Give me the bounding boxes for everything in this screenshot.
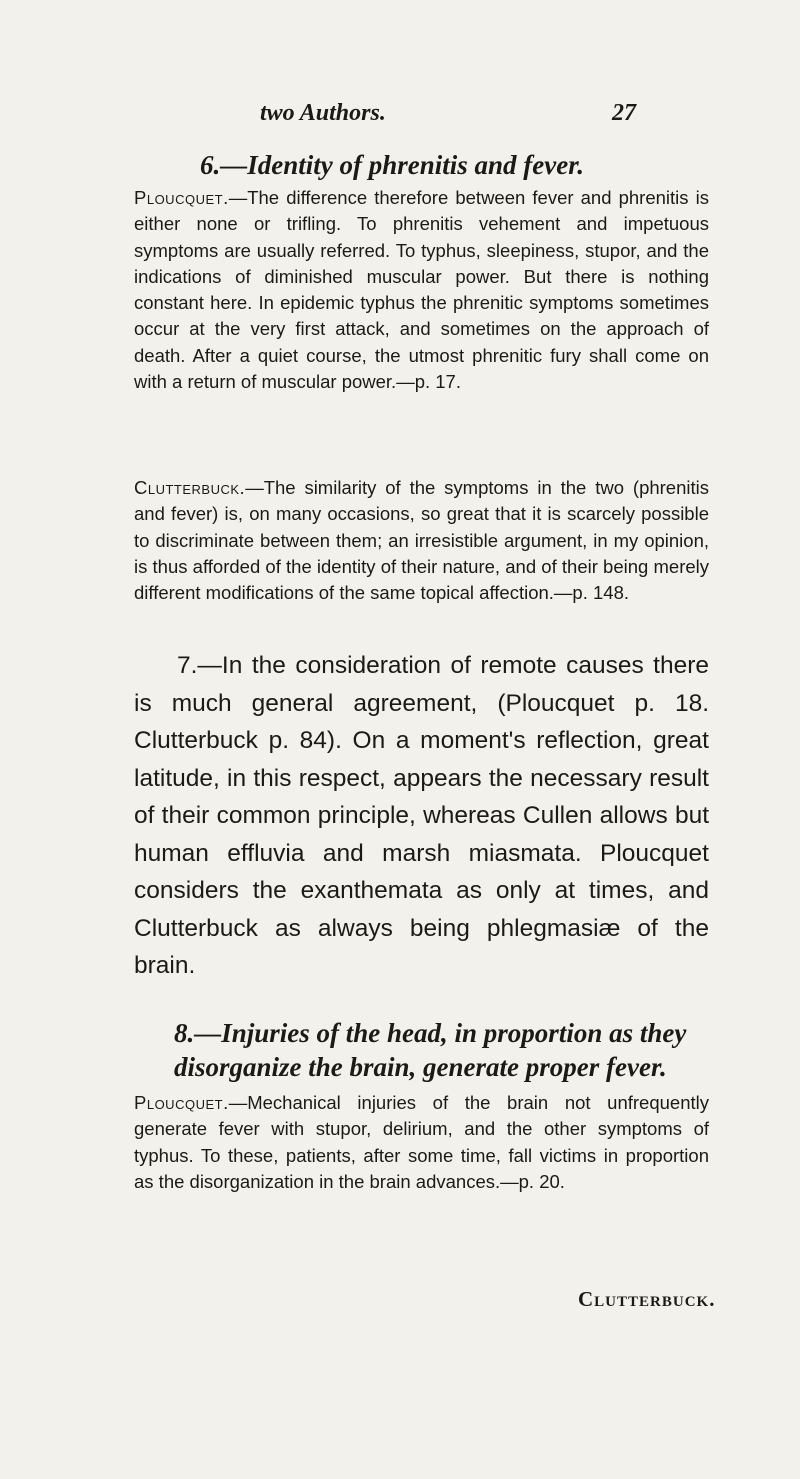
running-title: two Authors.	[260, 100, 386, 126]
running-head	[250, 100, 650, 140]
paragraph-text: —Mechanical injuries of the brain not unfrequently generate fever with stupor, delirium, and the other symptoms of typhus. To these, patients, after some time, fall victims in proportion as the disorganization in the brain advances.—p. 20.	[134, 1092, 709, 1192]
paragraph-remote-causes: 7.—In the consideration of remote causes there is much general agreement, (Ploucquet p. 18. Clutterbuck p. 84). On a moment's reflection, great latitude, in this respect, appears the necessary result of their common principle, whereas Cullen allows but human effluvia and marsh miasmata. Ploucquet considers the exanthemata as only at times, and Clutterbuck as always being phlegmasiæ of the brain.	[134, 652, 709, 979]
paragraph-ploucquet-6	[134, 185, 709, 395]
speaker-name: Ploucquet.	[134, 187, 229, 208]
paragraph-text: —The similarity of the symptoms in the two (phrenitis and fever) is, on many occasions, so great that it is scarcely possible to discriminate between them; an irresistible argument, in my opinion, is thus afforded of the identity of their nature, and of their being merely different modifications of the same topical affection.—p. 148.	[134, 477, 709, 604]
paragraph-clutterbuck-6	[134, 475, 709, 606]
paragraph-ploucquet-8	[134, 1090, 709, 1195]
catchword: Clutterbuck.	[578, 1287, 716, 1311]
section-heading-6: 6.—Identity of phrenitis and fever.	[200, 150, 584, 180]
paragraph-text: —The difference therefore between fever and phrenitis is either none or trifling. To phrenitis vehement and impetuous symptoms are usually referred. To typhus, sleepiness, stupor, and the indications of diminished muscular power. But there is nothing constant here. In epidemic typhus the phrenitic symptoms sometimes occur at the very first attack, and sometimes on the approach of death. After a quiet course, the utmost phrenitic fury shall come on with a return of muscular power.—p. 17.	[134, 187, 709, 393]
section-heading-8: 8.—Injuries of the head, in proportion as they disorganize the brain, generate proper fever.	[174, 1018, 687, 1082]
page-number: 27	[612, 100, 636, 126]
speaker-name: Clutterbuck.	[134, 477, 246, 498]
speaker-name: Ploucquet.	[134, 1092, 229, 1113]
